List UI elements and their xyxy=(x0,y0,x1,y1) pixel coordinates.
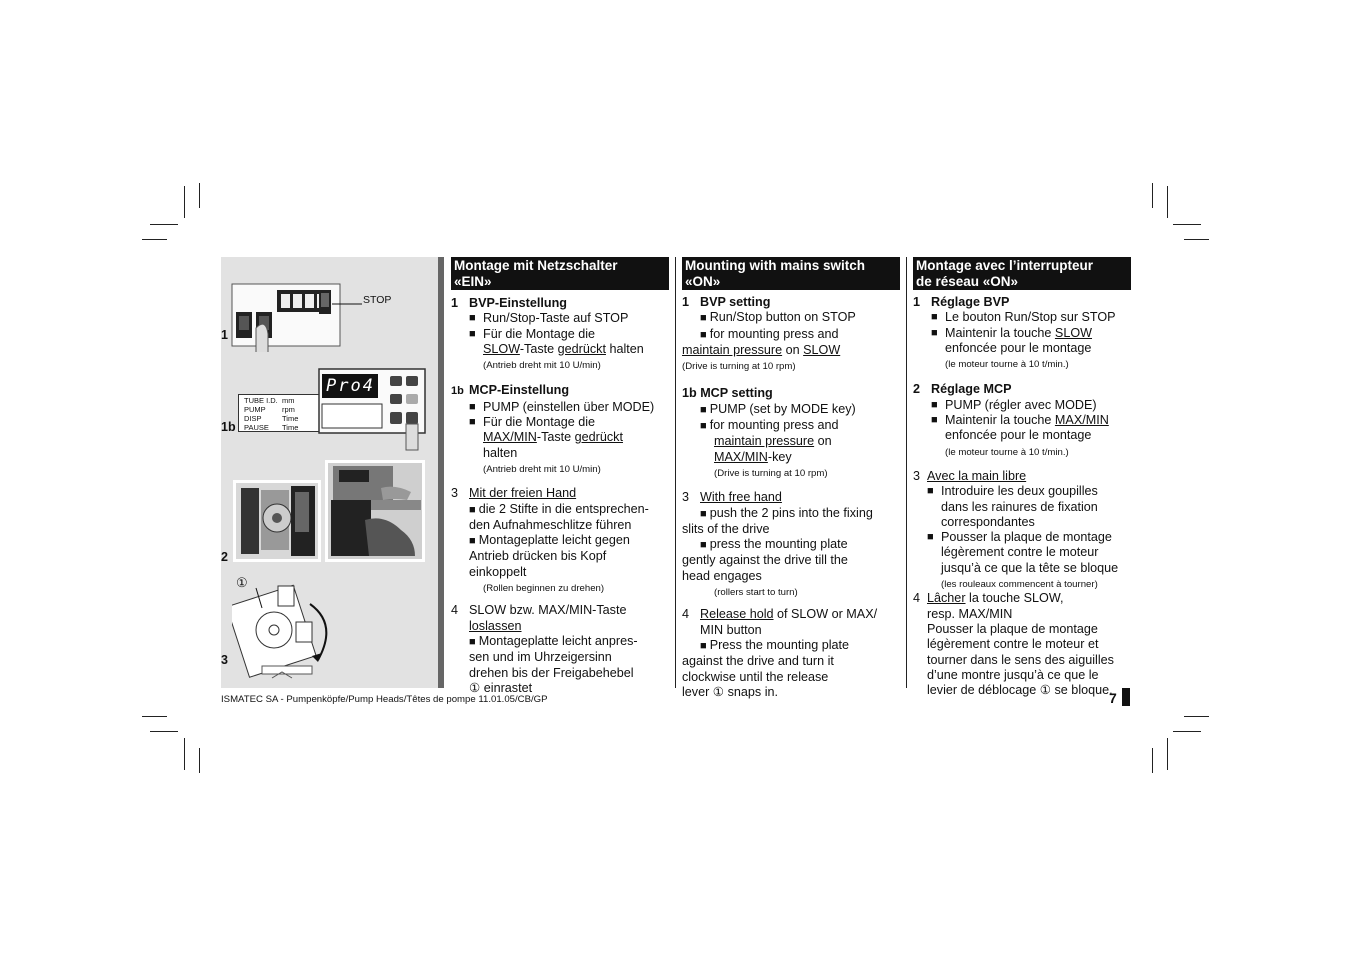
french-header xyxy=(913,257,1131,290)
section-title: 1b MCP setting xyxy=(682,386,773,401)
page-number-bar xyxy=(1122,688,1130,706)
paragraph: loslassen ■ Montageplatte leicht anpres- sen und im Uhrzeigersinn drehen bis der Freigabehebel ① einrastet xyxy=(469,618,638,695)
circled-one-marker: ① xyxy=(236,575,248,590)
crop-mark xyxy=(184,186,185,218)
list-item: ■ Maintenir la touche SLOW enfoncée pour le montage (le moteur tourne à 10 t/min.) xyxy=(931,325,1093,371)
column-separator xyxy=(906,257,907,688)
fig-label-1b: 1b xyxy=(221,420,236,434)
list-item: ■ Le bouton Run/Stop sur STOP xyxy=(931,310,1116,325)
header-line: de réseau «ON» xyxy=(916,274,1019,289)
header-line: «ON» xyxy=(685,274,721,289)
legend-name: TUBE I.D. xyxy=(244,396,278,405)
mcp-legend-box xyxy=(238,394,320,432)
crop-mark xyxy=(199,748,200,773)
paragraph: ■ push the 2 pins into the fixing slits of the drive ■ press the mounting plate gently against the drive till the head engages (rollers start to turn) xyxy=(682,505,873,599)
pump-head-photo xyxy=(233,480,321,562)
french-column xyxy=(913,257,1131,698)
rotation-drawing xyxy=(232,574,342,684)
list-item: ■ PUMP (régler avec MODE) xyxy=(931,397,1097,412)
fig-label-3: 3 xyxy=(221,653,228,667)
crop-mark xyxy=(199,183,200,208)
list-item: ■ PUMP (einstellen über MODE) xyxy=(469,399,655,414)
fig-label-2: 2 xyxy=(221,550,228,564)
paragraph: ■ Run/Stop button on STOP ■ for mounting press and xyxy=(700,310,856,341)
section-title: 4 Release hold of SLOW or MAX/ xyxy=(682,607,878,622)
list-item: ■ Introduire les deux goupilles dans les rainures de fixation correspondantes xyxy=(927,484,1098,529)
section-title: 1 Réglage BVP xyxy=(913,295,1010,309)
legend-name: PAUSE xyxy=(244,423,269,432)
legend-name: DISP xyxy=(244,414,262,423)
crop-mark xyxy=(1152,183,1153,208)
crop-mark xyxy=(150,731,178,732)
crop-mark xyxy=(1167,738,1168,770)
section-title: 1 BVP-Einstellung xyxy=(451,296,567,310)
section-title: 3 With free hand xyxy=(682,490,782,505)
section-title: 3 Avec la main libre xyxy=(913,468,1027,483)
paragraph: maintain pressure on MAX/MIN-key (Drive is turning at 10 rpm) xyxy=(714,434,832,479)
section-title: 3 Mit der freien Hand xyxy=(451,486,577,501)
mcp-display-text: Pro4 xyxy=(326,376,375,396)
header-line: Mounting with mains switch xyxy=(685,258,865,273)
list-item: ■ Für die Montage die MAX/MIN-Taste gedrückt halten (Antrieb dreht mit 10 U/min) xyxy=(469,415,623,475)
crop-mark xyxy=(142,239,167,240)
list-item: ■ Für die Montage die SLOW-Taste gedrückt halten (Antrieb dreht mit 10 U/min) xyxy=(469,326,644,372)
section-title: 4 Lâcher la touche SLOW, xyxy=(913,591,1064,606)
page-footer: ISMATEC SA - Pumpenköpfe/Pump Heads/Têtes de pompe 11.01.05/CB/GP xyxy=(221,694,548,705)
french-body xyxy=(913,295,1131,698)
fig-label-1: 1 xyxy=(221,328,228,342)
paragraph: ■ die 2 Stifte in die entsprechen- den Aufnahmeschlitze führen ■ Montageplatte leicht gegen Antrieb drücken bis Kopf einkoppelt (Rollen beginnen zu drehen) xyxy=(469,501,649,595)
section-title: 4 SLOW bzw. MAX/MIN-Taste xyxy=(451,603,627,618)
paragraph: resp. MAX/MIN Pousser la plaque de montage légèrement contre le moteur et tourner dans le sens des aiguilles d’une montre jusqu’à ce que le levier de déblocage ① se bloque. xyxy=(927,606,1114,698)
german-body xyxy=(451,296,669,696)
column-separator xyxy=(675,257,676,688)
mounting-hand-photo xyxy=(325,460,425,562)
english-header xyxy=(682,257,900,290)
legend-unit: Time xyxy=(282,414,299,423)
crop-mark xyxy=(1152,748,1153,773)
crop-mark xyxy=(142,716,167,717)
figure-divider xyxy=(438,257,444,688)
section-title: 1 BVP setting xyxy=(682,295,771,309)
header-line: Montage avec l’interrupteur xyxy=(916,258,1094,273)
crop-mark xyxy=(1167,186,1168,218)
section-title: 2 Réglage MCP xyxy=(913,382,1012,397)
english-column xyxy=(682,257,900,700)
section-title: 1b MCP-Einstellung xyxy=(451,383,570,398)
legend-name: PUMP xyxy=(244,405,266,414)
german-column xyxy=(451,257,669,696)
paragraph: MIN button ■ Press the mounting plate against the drive and turn it clockwise until the release lever ① snaps in. xyxy=(682,622,850,699)
list-item: ■ Run/Stop-Taste auf STOP xyxy=(469,311,629,326)
header-line: «EIN» xyxy=(454,274,492,289)
legend-unit: mm xyxy=(282,396,295,405)
bvp-control-panel-drawing xyxy=(230,280,410,352)
crop-mark xyxy=(150,224,178,225)
german-header xyxy=(451,257,669,290)
crop-mark xyxy=(184,738,185,770)
paragraph: ■ PUMP (set by MODE key) ■ for mounting press and xyxy=(700,401,856,433)
paragraph: maintain pressure on SLOW (Drive is turning at 10 rpm) xyxy=(682,342,841,373)
crop-mark xyxy=(1173,731,1201,732)
crop-mark xyxy=(1184,716,1209,717)
crop-mark xyxy=(1184,239,1209,240)
english-body xyxy=(682,295,900,700)
legend-unit: Time xyxy=(282,423,299,432)
list-item: ■ Pousser la plaque de montage légèrement contre le moteur jusqu’à ce que la tête se bloque (les rouleaux commencent à tourner) xyxy=(927,530,1119,591)
header-line: Montage mit Netzschalter xyxy=(454,258,618,273)
page-number: 7 xyxy=(1109,690,1117,706)
legend-unit: rpm xyxy=(282,405,295,414)
crop-mark xyxy=(1173,224,1201,225)
fig-stop-label: STOP xyxy=(363,294,392,306)
list-item: ■ Maintenir la touche MAX/MIN enfoncée pour le montage (le moteur tourne à 10 t/min.) xyxy=(931,413,1109,458)
